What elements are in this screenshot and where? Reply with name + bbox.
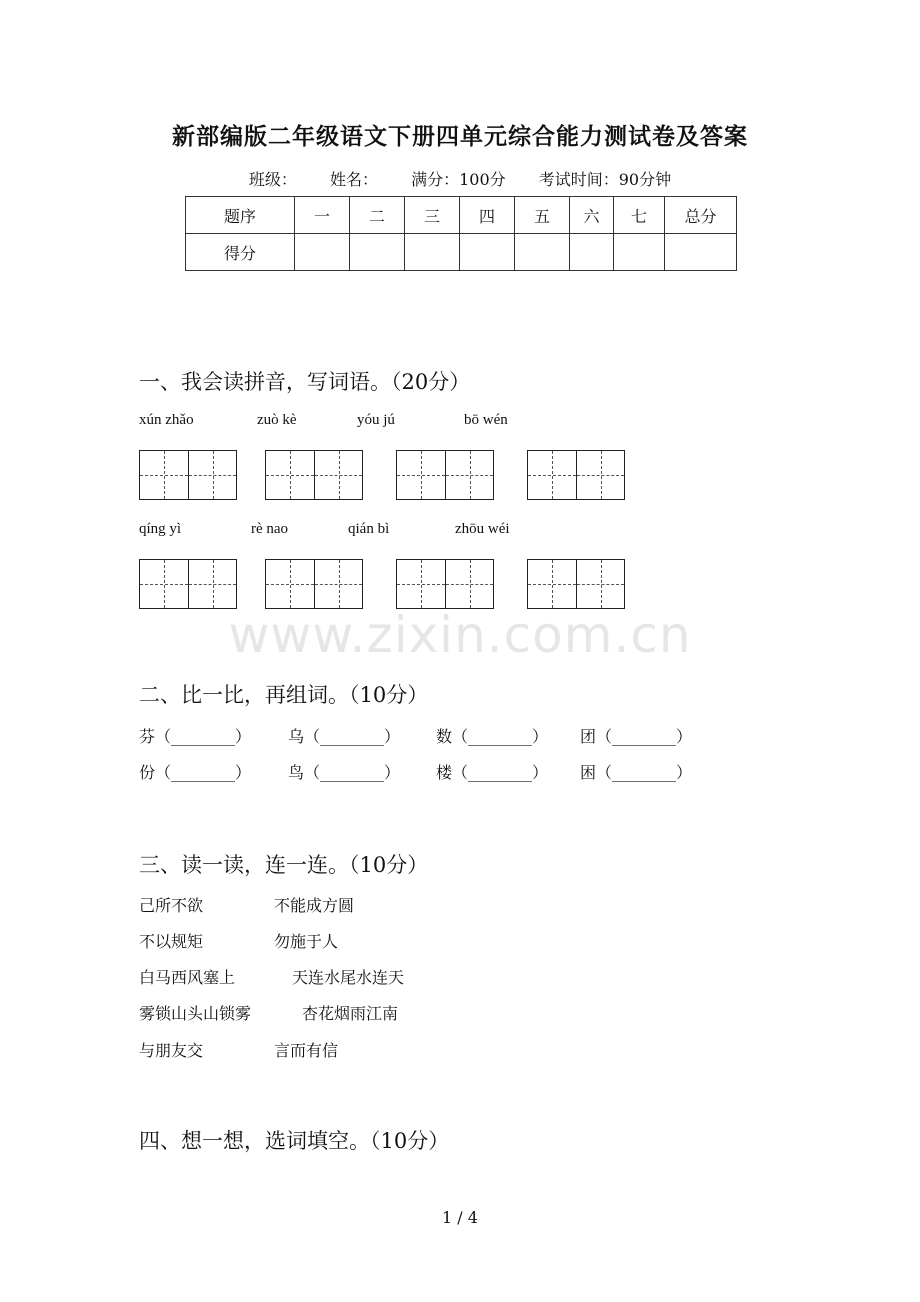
score-blank-cell [665, 234, 737, 271]
pinyin-label: qián bì [348, 521, 390, 537]
pinyin-label: qíng yì [139, 521, 182, 537]
score-blank-cell [570, 234, 614, 271]
writing-grid [139, 450, 237, 500]
watermark: www.zixin.com.cn [228, 606, 692, 664]
writing-grid [527, 450, 625, 500]
class-label: 班级： [248, 170, 297, 189]
writing-grid [396, 559, 494, 609]
page-number: 1 / 4 [442, 1208, 478, 1227]
score-header-cell: 四 [460, 197, 515, 234]
pinyin-label: xún zhǎo [139, 412, 194, 428]
score-blank-cell [460, 234, 515, 271]
pinyin-label: bō wén [464, 412, 508, 428]
page-title: 新部编版二年级语文下册四单元综合能力测试卷及答案 [172, 123, 748, 150]
writing-grid [139, 559, 237, 609]
score-blank-cell [405, 234, 460, 271]
score-blank-cell [614, 234, 665, 271]
score-header-cell: 一 [295, 197, 350, 234]
writing-grid [265, 559, 363, 609]
pinyin-label: zuò kè [257, 412, 297, 428]
score-blank-cell [350, 234, 405, 271]
score-header-cell: 七 [614, 197, 665, 234]
word-blank: 鸟（________） [288, 763, 401, 782]
score-blank-cell [295, 234, 350, 271]
exam-time: 考试时间：90分钟 [538, 170, 672, 189]
word-blank: 份（________） [139, 763, 252, 782]
word-blank: 楼（________） [436, 763, 549, 782]
word-blank: 团（________） [580, 727, 693, 746]
match-left-item: 雾锁山头山锁雾 [139, 1004, 252, 1023]
score-blank-cell [515, 234, 570, 271]
pinyin-label: yóu jú [357, 412, 395, 428]
match-right-item: 杏花烟雨江南 [302, 1004, 399, 1023]
match-left-item: 白马西风塞上 [139, 968, 236, 987]
score-value-row [186, 234, 737, 271]
info-line [0, 167, 920, 190]
writing-grid [527, 559, 625, 609]
score-header-cell: 总分 [665, 197, 737, 234]
section-4-heading: 四、想一想，选词填空。（10分） [139, 1129, 450, 1153]
match-right-item: 言而有信 [274, 1041, 339, 1060]
score-table [185, 196, 737, 271]
full-score: 满分：100分 [411, 170, 506, 189]
section-2-heading: 二、比一比，再组词。（10分） [139, 683, 429, 707]
section-1-heading: 一、我会读拼音，写词语。（20分） [139, 370, 471, 394]
match-right-item: 不能成方圆 [274, 896, 355, 915]
name-label: 姓名： [329, 170, 378, 189]
writing-grid [265, 450, 363, 500]
writing-grid [396, 450, 494, 500]
score-header-cell: 二 [350, 197, 405, 234]
word-blank: 芬（________） [139, 727, 252, 746]
section-3-heading: 三、读一读，连一连。（10分） [139, 853, 429, 877]
word-blank: 乌（________） [288, 727, 401, 746]
score-header-row [186, 197, 737, 234]
word-blank: 困（________） [580, 763, 693, 782]
score-header-cell: 五 [515, 197, 570, 234]
pinyin-label: zhōu wéi [455, 521, 510, 537]
score-header-cell: 三 [405, 197, 460, 234]
score-row-label: 得分 [186, 234, 295, 271]
match-left-item: 己所不欲 [139, 896, 204, 915]
match-left-item: 与朋友交 [139, 1041, 204, 1060]
score-header-cell: 题序 [186, 197, 295, 234]
match-right-item: 勿施于人 [274, 932, 339, 951]
score-header-cell: 六 [570, 197, 614, 234]
word-blank: 数（________） [436, 727, 549, 746]
pinyin-label: rè nao [251, 521, 289, 537]
match-left-item: 不以规矩 [139, 932, 204, 951]
match-right-item: 天连水尾水连天 [292, 968, 405, 987]
